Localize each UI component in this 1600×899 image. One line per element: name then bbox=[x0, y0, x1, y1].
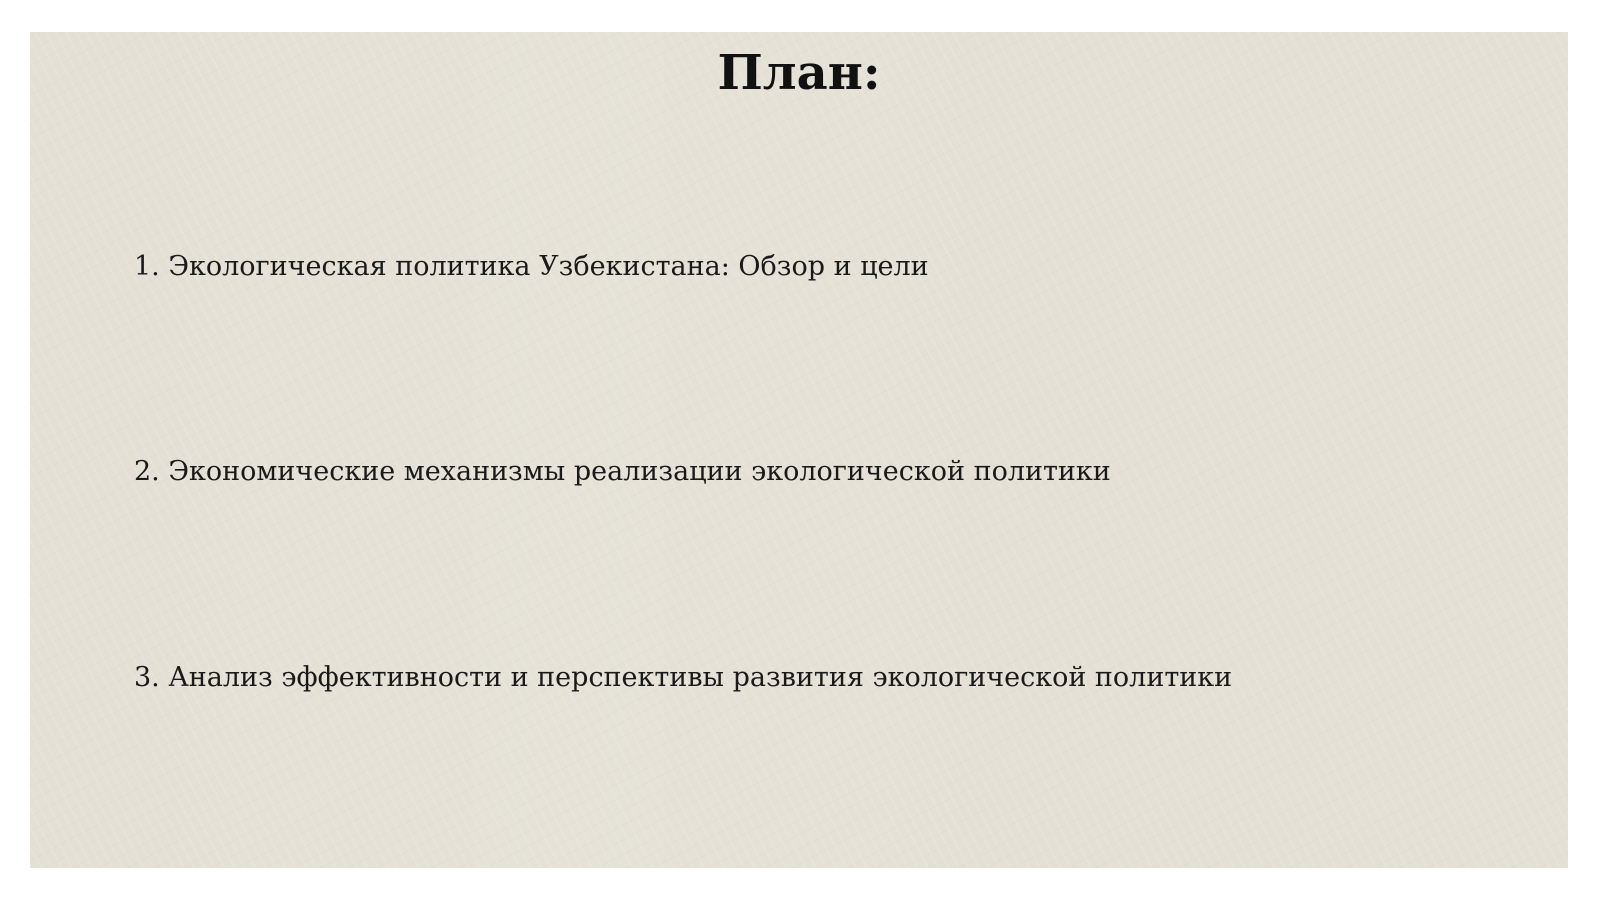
slide-title: План: bbox=[717, 45, 881, 101]
plan-item-3: 3. Анализ эффективности и перспективы развития экологической политики bbox=[134, 662, 1233, 693]
plan-item-2: 2. Экономические механизмы реализации экологической политики bbox=[134, 456, 1111, 487]
plan-item-1: 1. Экологическая политика Узбекистана: Обзор и цели bbox=[134, 251, 929, 282]
slide bbox=[30, 32, 1568, 868]
